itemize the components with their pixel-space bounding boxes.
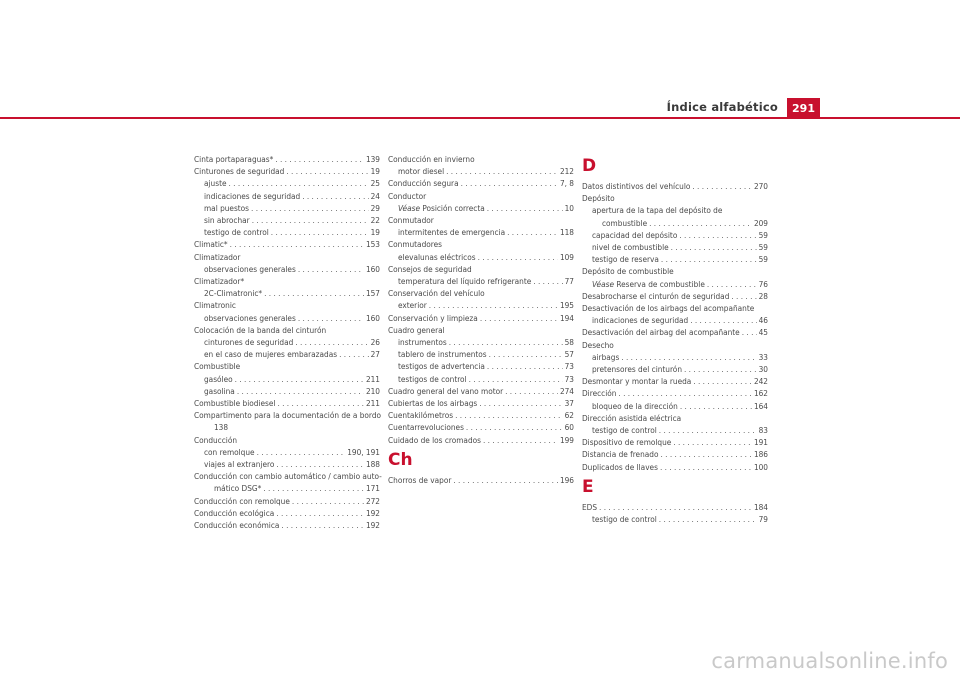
index-heading: Conmutadores [388,239,442,250]
index-entry: Conducción económica . . . 192 [194,519,380,531]
index-subentry: motor diesel . . . 212 [388,165,574,177]
index-subentry: indicaciones de seguridad . . . 24 [194,190,380,202]
index-subentry: mal puestos . . . 29 [194,202,380,214]
index-subentry: sin abrochar . . . 22 [194,214,380,226]
index-page-ref: 138 [214,422,229,433]
index-see-ref: Véase Posición correcta . . . 10 [388,202,574,214]
index-column-3 [582,153,768,525]
index-heading: Combustible [194,361,241,372]
index-subentry: exterior . . . 195 [388,299,574,311]
index-see-ref: Véase Reserva de combustible . . . 76 [582,278,768,290]
index-subentry: ajuste . . . 25 [194,177,380,189]
index-subentry: capacidad del depósito . . . 59 [582,229,768,241]
index-subentry: observaciones generales . . . 160 [194,312,380,324]
index-subentry: combustible . . . 209 [582,217,768,229]
index-subentry: viajes al extranjero . . . 188 [194,458,380,470]
index-heading: Colocación de la banda del cinturón [194,324,327,335]
index-subentry: en el caso de mujeres embarazadas . . . 27 [194,348,380,360]
section-letter-d: D [582,156,597,176]
index-heading: Depósito de combustible [582,266,674,277]
index-heading: Desactivación de los airbags del acompañante [582,303,755,314]
index-subentry: testigo de reserva . . . 59 [582,253,768,265]
page-number: 291 [787,98,820,119]
index-entry: Duplicados de llaves . . . 100 [582,461,768,473]
index-entry: Climatic* . . . 153 [194,238,380,250]
index-heading: Conmutador [388,215,434,226]
index-entry: Conducción segura . . . 7, 8 [388,177,574,189]
index-subentry: temperatura del líquido refrigerante . . . 77 [388,275,574,287]
index-heading: Dirección asistida eléctrica [582,412,682,423]
index-heading: Climatizador [194,251,241,262]
index-entry: Desabrocharse el cinturón de seguridad . . . 28 [582,290,768,302]
watermark: carmanualsonline.info [711,649,948,673]
index-entry: Cuentakilómetros . . . 62 [388,409,574,421]
index-heading: Conducción en invierno [388,154,475,164]
index-subentry: bloqueo de la dirección . . . 164 [582,400,768,412]
index-heading: Climatizador* [194,276,245,287]
index-column-2 [388,153,574,486]
index-subentry: observaciones generales . . . 160 [194,263,380,275]
index-subentry: pretensores del cinturón . . . 30 [582,363,768,375]
index-entry: Cuentarrevoluciones . . . 60 [388,421,574,433]
index-subentry: testigos de control . . . 73 [388,373,574,385]
index-heading: Consejos de seguridad [388,263,472,274]
index-subentry: gasóleo . . . 211 [194,373,380,385]
index-heading: Conducción [194,434,237,445]
index-heading: Compartimento para la documentación de a bordo [194,410,381,421]
index-subentry: indicaciones de seguridad . . . 46 [582,314,768,326]
index-entry: Combustible biodiesel . . . 211 [194,397,380,409]
index-subentry: testigos de advertencia . . . 73 [388,360,574,372]
index-entry: Desmontar y montar la rueda . . . 242 [582,375,768,387]
index-heading: Cuadro general [388,324,445,335]
section-letter-ch: Ch [388,449,413,470]
index-subentry: tablero de instrumentos . . . 57 [388,348,574,360]
index-subentry: testigo de control . . . 83 [582,424,768,436]
index-heading: Desecho [582,339,614,350]
index-entry: Cuadro general del vano motor . . . 274 [388,385,574,397]
index-entry: EDS . . . 184 [582,501,768,513]
index-entry: Datos distintivos del vehículo . . . 270 [582,180,768,192]
index-heading: Conducción con cambio automático / cambio auto- [194,471,382,482]
index-entry: Dispositivo de remolque . . . 191 [582,436,768,448]
index-entry: Cinturones de seguridad . . . 19 [194,165,380,177]
index-heading: Conductor [388,190,427,201]
index-entry: Chorros de vapor . . . 196 [388,474,574,486]
index-subentry: cinturones de seguridad . . . 26 [194,336,380,348]
index-column-1 [194,153,380,531]
index-entry: Desactivación del airbag del acompañante . . . 45 [582,326,768,338]
index-subentry: testigo de control . . . 79 [582,513,768,525]
index-subentry: instrumentos . . . 58 [388,336,574,348]
index-entry: Dirección . . . 162 [582,387,768,399]
index-subentry: airbags . . . 33 [582,351,768,363]
index-subentry: con remolque . . . 190, 191 [194,446,380,458]
index-heading: Climatronic [194,300,236,311]
index-entry: Conservación y limpieza . . . 194 [388,312,574,324]
index-subentry: mático DSG* . . . 171 [194,482,380,494]
index-entry: Conducción ecológica . . . 192 [194,507,380,519]
index-subheading: apertura de la tapa del depósito de [592,205,723,216]
index-subentry: nivel de combustible . . . 59 [582,241,768,253]
index-subentry: gasolina . . . 210 [194,385,380,397]
index-entry: Cuidado de los cromados . . . 199 [388,434,574,446]
index-subentry: testigo de control . . . 19 [194,226,380,238]
index-subentry: 2C-Climatronic* . . . 157 [194,287,380,299]
index-entry: Distancia de frenado . . . 186 [582,448,768,460]
index-subentry: elevalunas eléctricos . . . 109 [388,251,574,263]
section-letter-e: E [582,476,594,497]
index-entry: Cinta portaparaguas* . . . 139 [194,153,380,165]
index-entry: Conducción con remolque . . . 272 [194,495,380,507]
page-title: Índice alfabético [666,100,778,114]
index-entry: Cubiertas de los airbags . . . 37 [388,397,574,409]
index-heading: Conservación del vehículo [388,288,485,299]
index-heading: Depósito [582,193,615,204]
index-subentry: intermitentes de emergencia . . . 118 [388,226,574,238]
